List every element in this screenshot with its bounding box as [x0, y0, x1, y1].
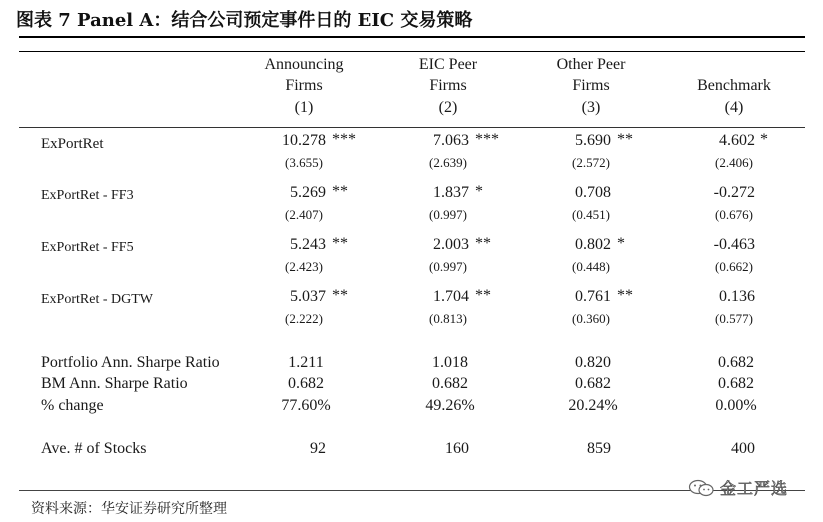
standard-error: (0.360)	[572, 311, 610, 326]
coefficient-value: 0.761	[575, 288, 611, 305]
table-midrule	[19, 127, 805, 128]
coefficient-value: 5.690	[575, 132, 611, 149]
stocks-value: 92	[310, 440, 326, 457]
coefficient-value: 0.802	[575, 236, 611, 253]
table-header-rule	[19, 51, 805, 52]
row-label: ExPortRet	[41, 136, 104, 152]
row-label: ExPortRet - FF3	[41, 188, 134, 203]
summary-value: 0.682	[718, 354, 754, 371]
standard-error: (2.639)	[429, 155, 467, 170]
standard-error: (0.577)	[715, 311, 753, 326]
column-header-line2: Firms	[285, 77, 323, 94]
column-header-line2: Benchmark	[697, 77, 771, 94]
standard-error: (2.572)	[572, 155, 610, 170]
summary-value: 0.00%	[715, 397, 757, 414]
coefficient-value: 5.269	[290, 184, 326, 201]
standard-error: (2.222)	[285, 311, 323, 326]
summary-value: 1.211	[288, 354, 324, 371]
coefficient-value: 5.037	[290, 288, 326, 305]
column-header-line2: Firms	[572, 77, 610, 94]
significance-stars: *	[617, 235, 625, 252]
source-note: 资料来源：华安证券研究所整理	[31, 501, 227, 517]
significance-stars: **	[332, 287, 348, 304]
significance-stars: ***	[475, 131, 499, 148]
summary-value: 49.26%	[425, 397, 475, 414]
standard-error: (0.997)	[429, 259, 467, 274]
coefficient-value: 0.136	[719, 288, 755, 305]
significance-stars: **	[475, 235, 491, 252]
summary-label: Portfolio Ann. Sharpe Ratio	[41, 354, 220, 371]
figure-title: 图表 7 Panel A：结合公司预定事件日的 EIC 交易策略	[16, 10, 473, 31]
coefficient-value: 7.063	[433, 132, 469, 149]
summary-value: 0.682	[575, 375, 611, 392]
summary-value: 0.682	[432, 375, 468, 392]
standard-error: (0.997)	[429, 207, 467, 222]
coefficient-value: 1.704	[433, 288, 469, 305]
coefficient-value: -0.463	[713, 236, 755, 253]
column-header-line2: Firms	[429, 77, 467, 94]
column-header-line1: Other Peer	[556, 56, 626, 73]
standard-error: (2.407)	[285, 207, 323, 222]
table-top-rule	[19, 36, 805, 38]
column-header-number: (1)	[294, 99, 314, 116]
summary-value: 77.60%	[281, 397, 331, 414]
column-header-number: (2)	[438, 99, 458, 116]
standard-error: (3.655)	[285, 155, 323, 170]
coefficient-value: 10.278	[282, 132, 326, 149]
column-header-number: (4)	[724, 99, 744, 116]
standard-error: (2.406)	[715, 155, 753, 170]
standard-error: (0.813)	[429, 311, 467, 326]
column-header-line1: Announcing	[264, 56, 344, 73]
standard-error: (0.676)	[715, 207, 753, 222]
stocks-value: 859	[587, 440, 611, 457]
summary-value: 0.682	[718, 375, 754, 392]
row-label: ExPortRet - DGTW	[41, 292, 153, 307]
coefficient-value: 5.243	[290, 236, 326, 253]
summary-value: 1.018	[432, 354, 468, 371]
coefficient-value: 4.602	[719, 132, 755, 149]
significance-stars: **	[617, 131, 633, 148]
standard-error: (0.451)	[572, 207, 610, 222]
standard-error: (0.662)	[715, 259, 753, 274]
significance-stars: *	[760, 131, 768, 148]
summary-value: 20.24%	[568, 397, 618, 414]
coefficient-value: -0.272	[713, 184, 755, 201]
significance-stars: ***	[332, 131, 356, 148]
stocks-value: 160	[445, 440, 469, 457]
row-label: ExPortRet - FF5	[41, 240, 134, 255]
summary-value: 0.820	[575, 354, 611, 371]
watermark	[688, 476, 788, 499]
column-header-line1: EIC Peer	[418, 56, 478, 73]
coefficient-value: 1.837	[433, 184, 469, 201]
significance-stars: **	[332, 183, 348, 200]
stocks-label: Ave. # of Stocks	[41, 440, 147, 457]
standard-error: (0.448)	[572, 259, 610, 274]
watermark-text: 金工严选	[720, 479, 789, 498]
summary-value: 0.682	[288, 375, 324, 392]
significance-stars: **	[617, 287, 633, 304]
standard-error: (2.423)	[285, 259, 323, 274]
summary-label: BM Ann. Sharpe Ratio	[41, 375, 188, 392]
summary-label: % change	[41, 397, 104, 414]
significance-stars: **	[332, 235, 348, 252]
wechat-icon	[688, 478, 716, 498]
significance-stars: *	[475, 183, 483, 200]
significance-stars: **	[475, 287, 491, 304]
stocks-value: 400	[731, 440, 755, 457]
column-header-number: (3)	[581, 99, 601, 116]
coefficient-value: 0.708	[575, 184, 611, 201]
coefficient-value: 2.003	[433, 236, 469, 253]
